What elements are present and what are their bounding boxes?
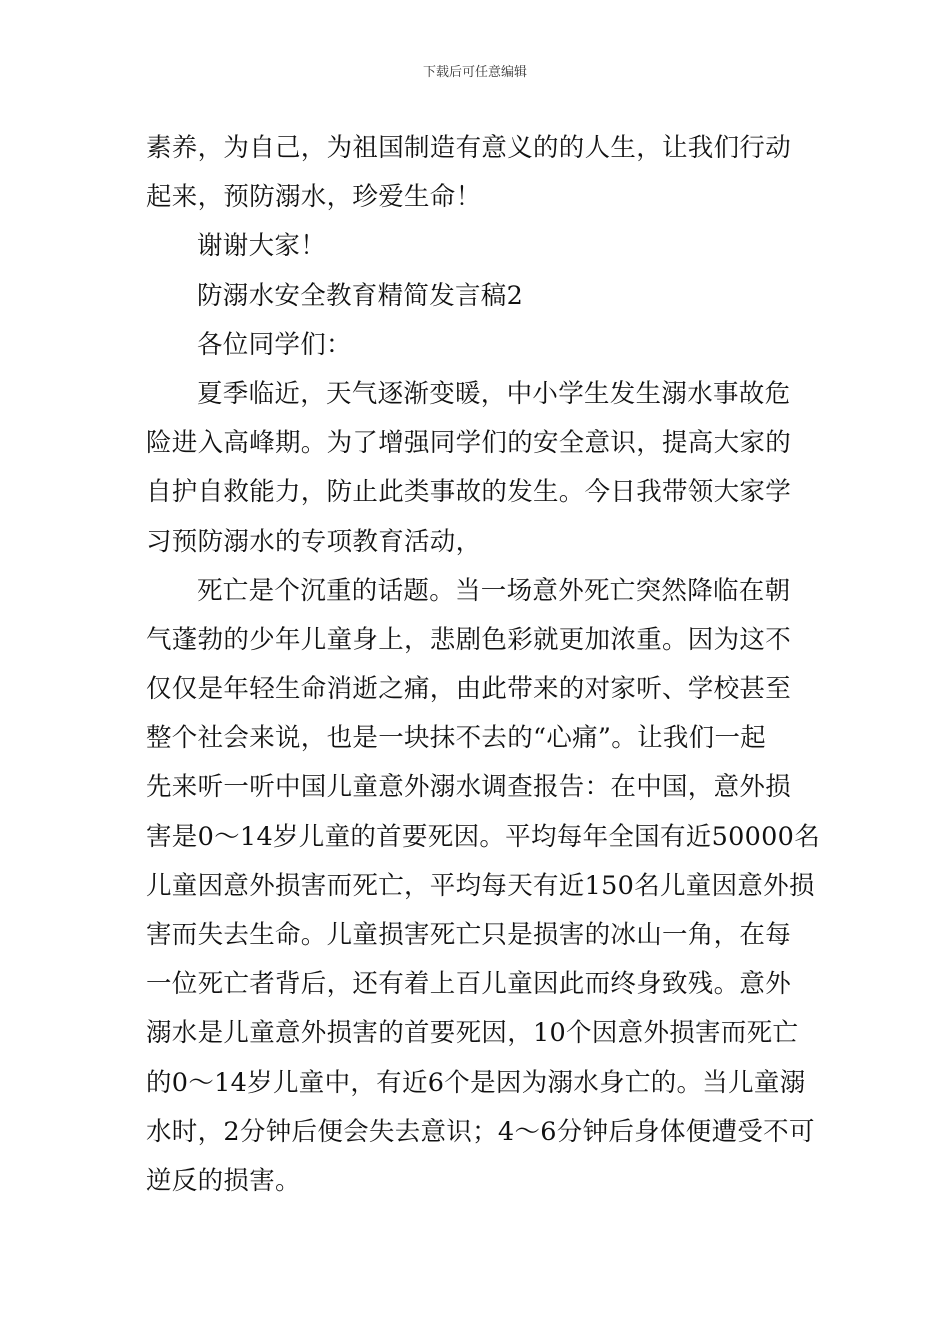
text-line: 习预防溺水的专项教育活动， xyxy=(146,526,482,557)
paragraph xyxy=(146,124,810,222)
text-line: 素养，为自己，为祖国制造有意义的的人生，让我们行动 xyxy=(146,133,792,163)
text-line: 儿童因意外损害而死亡，平均每天有近150名儿童因意外损 xyxy=(146,870,815,901)
page-header-note: 下载后可任意编辑 xyxy=(422,65,527,80)
text-line: 谢谢大家！ xyxy=(197,231,327,262)
text-line: 水时，2分钟后便会失去意识；4～6分钟后身体便遭受不可 xyxy=(146,1116,815,1147)
text-line: 一位死亡者背后，还有着上百儿童因此而终身致残。意外 xyxy=(146,969,792,1000)
paragraph xyxy=(146,567,820,1206)
text-line: 气蓬勃的少年儿童身上，悲剧色彩就更加浓重。因为这不 xyxy=(146,624,792,655)
text-line: 害是0～14岁儿童的首要死因。平均每年全国有近50000名 xyxy=(146,821,820,852)
text-line: 的0～14岁儿童中，有近6个是因为溺水身亡的。当儿童溺 xyxy=(146,1067,806,1098)
text-line: 险进入高峰期。为了增强同学们的安全意识，提高大家的 xyxy=(146,428,792,459)
paragraph xyxy=(146,222,810,271)
paragraph xyxy=(146,370,810,567)
text-line: 仅仅是年轻生命消逝之痛，由此带来的对家听、学校甚至 xyxy=(146,674,792,705)
text-line: 夏季临近，天气逐渐变暖，中小学生发生溺水事故危 xyxy=(197,378,791,409)
text-line: 各位同学们： xyxy=(197,329,352,360)
salutation xyxy=(146,321,810,370)
section-title xyxy=(146,272,810,321)
text-line: 溺水是儿童意外损害的首要死因，10个因意外损害而死亡 xyxy=(146,1018,799,1049)
text-line: 整个社会来说，也是一块抹不去的“心痛”。让我们一起 xyxy=(146,723,767,754)
text-line: 死亡是个沉重的话题。当一场意外死亡突然降临在朝 xyxy=(197,575,791,606)
text-line: 自护自救能力，防止此类事故的发生。今日我带领大家学 xyxy=(146,477,792,508)
text-line: 害而失去生命。儿童损害死亡只是损害的冰山一角，在每 xyxy=(146,920,792,950)
text-line: 起来，预防溺水，珍爱生命！ xyxy=(146,182,482,213)
text-line: 先来听一听中国儿童意外溺水调查报告：在中国，意外损 xyxy=(146,772,792,803)
text-line: 逆反的损害。 xyxy=(146,1165,301,1196)
document-body xyxy=(146,124,820,1206)
text-line: 防溺水安全教育精简发言稿2 xyxy=(197,280,524,311)
